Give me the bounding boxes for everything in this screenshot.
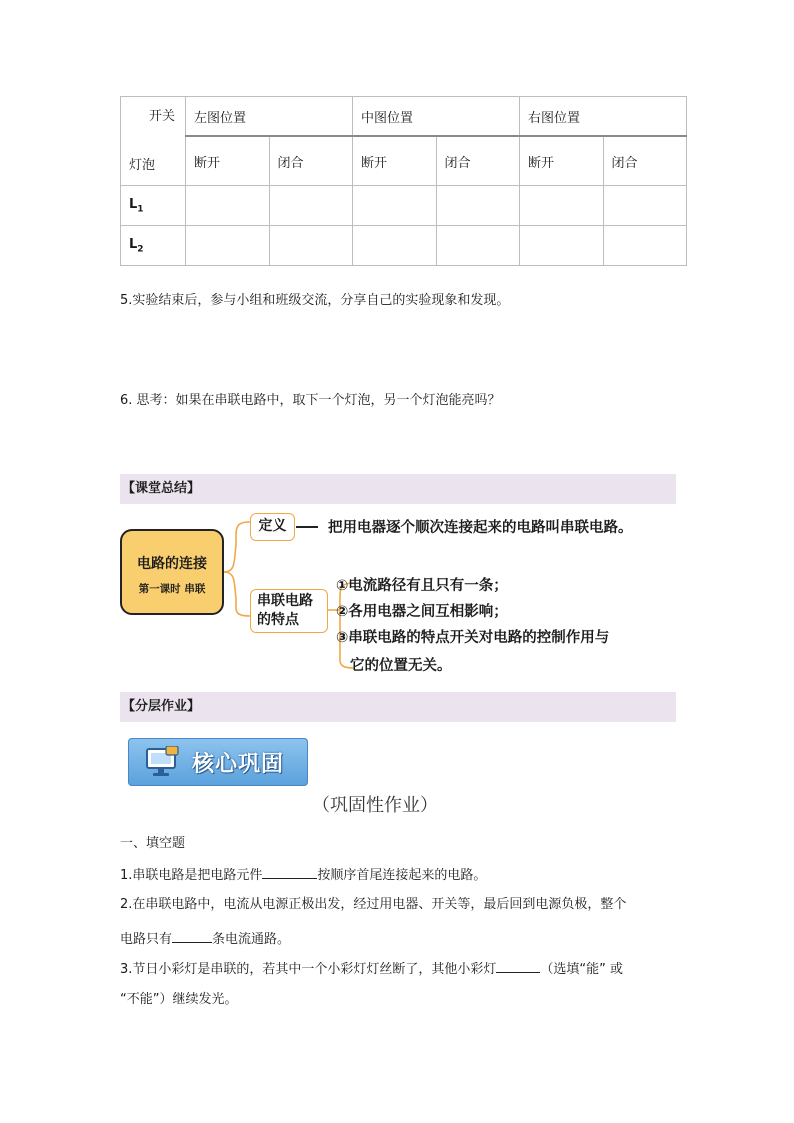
q2-text-after: 条电流通路。 bbox=[212, 932, 291, 947]
fill-question-1 bbox=[120, 864, 486, 886]
header-middle-position: 中图位置 bbox=[353, 97, 520, 137]
center-topic-title: 电路的连接 bbox=[137, 556, 207, 572]
state-cell: 断开 bbox=[186, 136, 270, 186]
feature-3: ③串联电路的特点开关对电路的控制作用与 bbox=[336, 630, 610, 646]
section-title: 一、填空题 bbox=[120, 836, 186, 851]
question-5: 5.实验结束后，参与小组和班级交流，分享自己的实验现象和发现。 bbox=[120, 293, 510, 308]
center-topic-box bbox=[120, 529, 224, 615]
fill-question-2-line1: 2.在串联电路中，电流从电源正极出发，经过用电器、开关等，最后回到电源负极，整个 bbox=[120, 897, 627, 912]
banner-label: 核心巩固 bbox=[192, 752, 285, 777]
q1-text-after: 按顺序首尾连接起来的电路。 bbox=[317, 868, 487, 883]
summary-heading: 【课堂总结】 bbox=[120, 474, 676, 504]
answer-blank[interactable] bbox=[496, 958, 540, 973]
row-label-l1: $L_1$ bbox=[121, 186, 186, 226]
answer-blank[interactable] bbox=[172, 928, 212, 943]
q2-text-before: 电路只有 bbox=[120, 932, 173, 947]
feature-1: ①电流路径有且只有一条； bbox=[336, 578, 508, 594]
q1-text-before: 1.串联电路是把电路元件 bbox=[120, 868, 263, 883]
fill-question-3-line2: “不能”）继续发光。 bbox=[120, 992, 238, 1007]
state-cell: 闭合 bbox=[269, 136, 353, 186]
state-cell: 闭合 bbox=[603, 136, 687, 186]
q3-text-after: （选填“能” 或 bbox=[540, 962, 624, 977]
row-label-l2: $L_2$ bbox=[121, 226, 186, 266]
feature-3-continued: 它的位置无关。 bbox=[350, 658, 452, 674]
computer-icon bbox=[144, 746, 182, 778]
state-cell: 断开 bbox=[520, 136, 604, 186]
center-topic-subtitle: 第一课时 串联 bbox=[138, 583, 206, 595]
fill-question-2-line2 bbox=[120, 928, 290, 950]
homework-subtitle: （巩固性作业） bbox=[312, 795, 438, 816]
features-label-line1: 串联电路 bbox=[257, 593, 313, 609]
homework-heading: 【分层作业】 bbox=[120, 692, 676, 722]
q3-text-before: 3.节日小彩灯是串联的，若其中一个小彩灯灯丝断了，其他小彩灯 bbox=[120, 962, 497, 977]
definition-text: 把用电器逐个顺次连接起来的电路叫串联电路。 bbox=[328, 520, 633, 536]
features-label-line2: 的特点 bbox=[257, 612, 299, 628]
corner-switch-label: 开关 bbox=[148, 109, 175, 124]
core-consolidation-banner bbox=[128, 738, 308, 786]
question-6: 6. 思考：如果在串联电路中，取下一个灯泡，另一个灯泡能亮吗？ bbox=[120, 393, 501, 408]
state-cell: 闭合 bbox=[436, 136, 520, 186]
answer-blank[interactable] bbox=[262, 864, 317, 879]
header-left-position: 左图位置 bbox=[186, 97, 353, 137]
definition-node: 定义 bbox=[250, 513, 295, 541]
corner-bulb-label: 灯泡 bbox=[129, 158, 156, 173]
fill-question-3-line1 bbox=[120, 958, 623, 980]
header-right-position: 右图位置 bbox=[520, 97, 687, 137]
feature-2: ②各用电器之间互相影响； bbox=[336, 604, 508, 620]
features-node bbox=[250, 589, 328, 633]
state-cell: 断开 bbox=[353, 136, 437, 186]
